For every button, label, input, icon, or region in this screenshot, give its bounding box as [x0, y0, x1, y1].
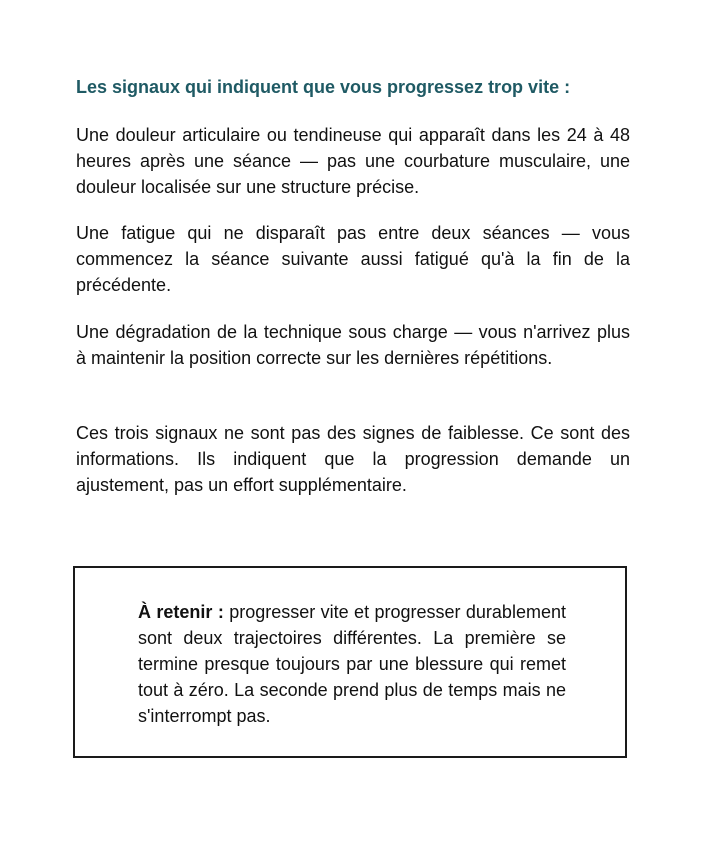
- paragraph-joint-pain: Une douleur articulaire ou tendineuse qui apparaît dans les 24 à 48 heures après une séance — pas une courbature musculaire, une douleur localisée sur une structure précise.: [76, 125, 630, 197]
- paragraph-fatigue: Une fatigue qui ne disparaît pas entre deux séances — vous commencez la séance suivante aussi fatigué qu'à la fin de la précédente.: [76, 223, 630, 295]
- callout-body: progresser vite et progresser durablement sont deux trajectoires différentes. La première se termine presque toujours par une blessure qui remet tout à zéro. La seconde prend plus de temps mais ne s'interrompt pas.: [138, 602, 566, 726]
- paragraph-technique: Une dégradation de la technique sous charge — vous n'arrivez plus à maintenir la position correcte sur les dernières répétitions.: [76, 322, 630, 368]
- callout-box: [73, 566, 627, 758]
- paragraph-conclusion: Ces trois signaux ne sont pas des signes de faiblesse. Ce sont des informations. Ils indiquent que la progression demande un ajustement, pas un effort supplémentaire.: [76, 423, 630, 495]
- callout-text: [138, 599, 566, 729]
- section-heading: Les signaux qui indiquent que vous progressez trop vite :: [76, 77, 571, 97]
- callout-label: À retenir :: [138, 602, 224, 622]
